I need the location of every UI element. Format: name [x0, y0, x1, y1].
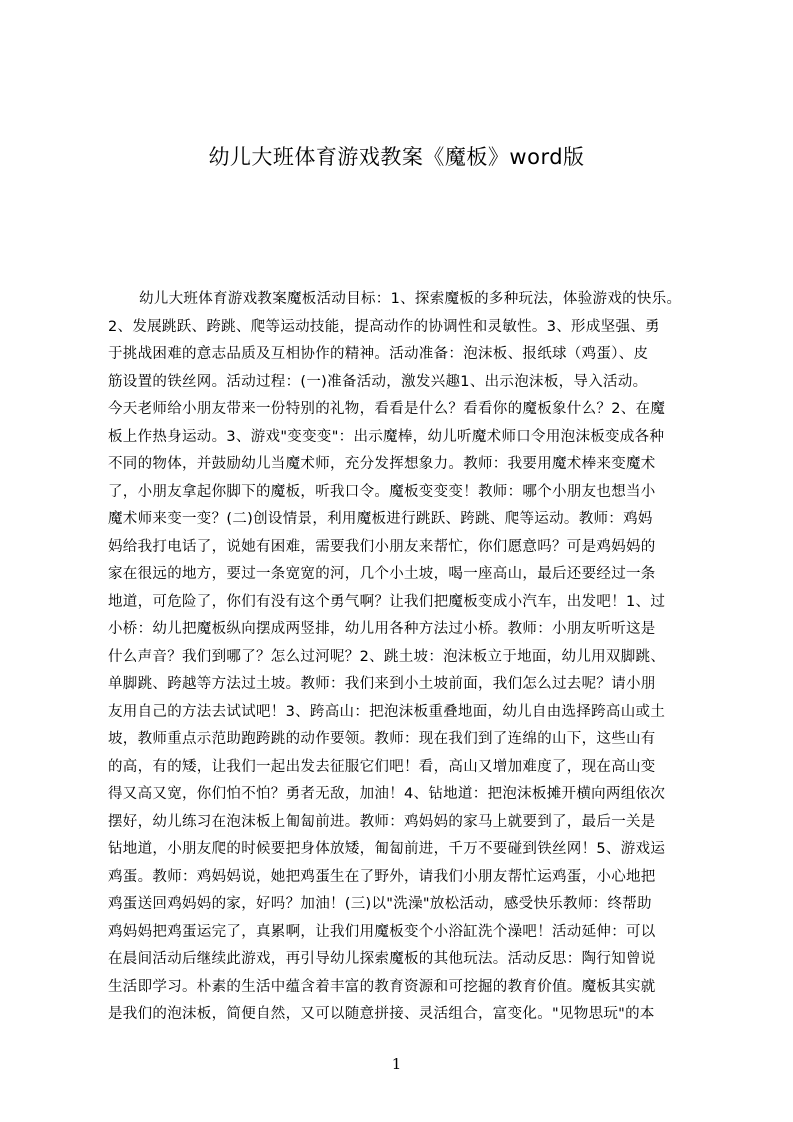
- document-body: [108, 286, 698, 1036]
- page-number: 1: [391, 1055, 402, 1073]
- body-line: 小桥：幼儿把魔板纵向摆成两竖排，幼儿用各种方法过小桥。教师：小朋友听听这是: [108, 621, 656, 637]
- body-line: 妈给我打电话了，说她有困难，需要我们小朋友来帮忙，你们愿意吗？可是鸡妈妈的: [108, 538, 656, 555]
- document-title: 幼儿大班体育游戏教案《魔板》word版: [208, 145, 585, 169]
- body-line: 2、发展跳跃、跨跳、爬等运动技能，提高动作的协调性和灵敏性。3、形成坚强、勇: [108, 318, 660, 335]
- body-line: 鸡蛋送回鸡妈妈的家，好吗？加油！(三)以"洗澡"放松活动，感受快乐教师：终帮助: [108, 896, 652, 912]
- body-line: 于挑战困难的意志品质及互相协作的精神。活动准备：泡沫板、报纸球（鸡蛋）、皮: [108, 346, 649, 362]
- body-line: 的高，有的矮，让我们一起出发去征服它们吧！看，高山又增加难度了，现在高山变: [108, 758, 656, 775]
- body-line: 在晨间活动后继续此游戏，再引导幼儿探索魔板的其他玩法。活动反思：陶行知曾说: [108, 951, 656, 967]
- body-line: 家在很远的地方，要过一条宽宽的河，几个小土坡，喝一座高山，最后还要经过一条: [108, 566, 656, 582]
- body-line: 坡，教师重点示范助跑跨跳的动作要领。教师：现在我们到了连绵的山下，这些山有: [108, 731, 656, 747]
- body-line: 什么声音？我们到哪了？怎么过河呢？2、跳土坡：泡沫板立于地面，幼儿用双脚跳、: [108, 648, 666, 665]
- body-line: 今天老师给小朋友带来一份特别的礼物，看看是什么？看看你的魔板象什么？2、在魔: [108, 401, 666, 417]
- body-line: 筋设置的铁丝网。活动过程：(一)准备活动，激发兴趣1、出示泡沫板，导入活动。: [108, 373, 648, 390]
- body-line: 单脚跳、跨越等方法过土坡。教师：我们来到小土坡前面，我们怎么过去呢？请小朋: [108, 676, 656, 692]
- body-line: 友用自己的方法去试试吧！3、跨高山：把泡沫板重叠地面，幼儿自由选择跨高山或土: [108, 703, 666, 720]
- body-line: 鸡蛋。教师：鸡妈妈说，她把鸡蛋生在了野外，请我们小朋友帮忙运鸡蛋，小心地把: [108, 868, 656, 885]
- body-line: 不同的物体，并鼓励幼儿当魔术师，充分发挥想象力。教师：我要用魔术棒来变魔术: [108, 456, 656, 472]
- body-line: 钻地道，小朋友爬的时候要把身体放矮，匍匐前进，千万不要碰到铁丝网！5、游戏运: [108, 841, 666, 857]
- body-line: 生活即学习。朴素的生活中蕴含着丰富的教育资源和可挖掘的教育价值。魔板其实就: [108, 978, 656, 995]
- body-line: 是我们的泡沫板，简便自然，又可以随意拼接、灵活组合，富变化。"见物思玩"的本: [108, 1006, 655, 1022]
- body-line: 板上作热身运动。3、游戏"变变变"：出示魔棒，幼儿听魔术师口令用泡沫板变成各种: [108, 428, 665, 445]
- body-line: 得又高又宽，你们怕不怕？勇者无敌，加油！4、钻地道：把泡沫板摊开横向两组依次: [108, 786, 666, 802]
- body-line: 幼儿大班体育游戏教案魔板活动目标：1、探索魔板的多种玩法，体验游戏的快乐。: [139, 291, 682, 307]
- body-line: 地道，可危险了，你们有没有这个勇气啊？让我们把魔板变成小汽车，出发吧！1、过: [108, 593, 666, 610]
- body-line: 了，小朋友拿起你脚下的魔板，听我口令。魔板变变变！教师：哪个小朋友也想当小: [108, 483, 656, 500]
- body-line: 魔术师来变一变？(二)创设情景，利用魔板进行跳跃、跨跳、爬等运动。教师：鸡妈: [108, 511, 653, 527]
- body-line: 摆好，幼儿练习在泡沫板上匍匐前进。教师：鸡妈妈的家马上就要到了，最后一关是: [108, 813, 656, 830]
- body-line: 鸡妈妈把鸡蛋运完了，真累啊，让我们用魔板变个小浴缸洗个澡吧！活动延伸：可以: [108, 923, 656, 940]
